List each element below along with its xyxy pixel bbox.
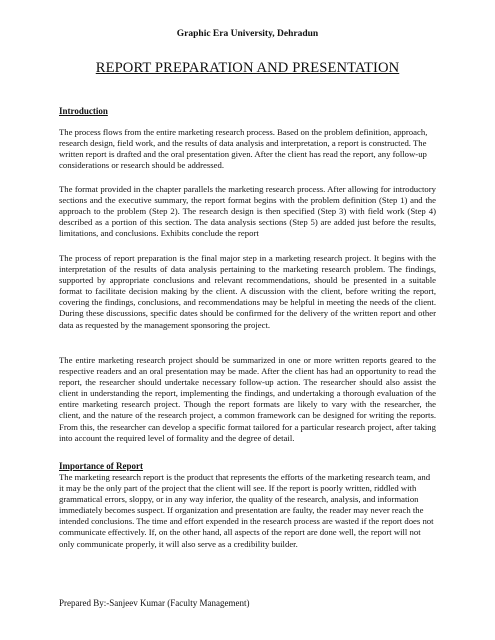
paragraph	[59, 355, 436, 444]
paragraph-text: The process of report preparation is the final major step in a marketing research project. It begins with the interpretation of the results of data analysis pertaining to the marketing research problem. The findings, supported by appropriate conclusions and relevant recommendations, should be presented in a suitable format to facilitate decision making by the client. A discussion with the client, before writing the report, covering the findings, conclusions, and recommendations may be helpful in meeting the needs of the client. During these discussions, specific dates should be confirmed for the delivery of the written report and other data as requested by the management sponsoring the project.	[59, 253, 436, 330]
paragraph	[59, 184, 436, 239]
paragraph-text: The format provided in the chapter parallels the marketing research process. After allowing for introductory sections and the executive summary, the report format begins with the problem definition (Step 1) and the approach to the problem (Step 2). The research design is then specified (Step 3) with field work (Step 4) described as a portion of this section. The data analysis sections (Step 5) are added just before the results, limitations, and conclusions. Exhibits conclude the report	[59, 184, 436, 239]
paragraph	[59, 253, 436, 331]
page-title: REPORT PREPARATION AND PRESENTATION	[95, 60, 400, 76]
paragraph-text: The marketing research report is the product that represents the efforts of the marketing research team, and it may be the only part of the project that the client will see. If the report is poorly written, riddled with grammatical errors, sloppy, or in any way inferior, the quality of the research, analysis, and information immediately becomes suspect. If organization and presentation are faulty, the reader may never reach the intended conclusions. The time and effort expended in the research process are wasted if the report does not communicate effectively. If, on the other hand, all aspects of the report are done well, the report will not only communicate properly, it will also serve as a credibility builder.	[59, 472, 434, 549]
paragraph-text: The process flows from the entire marketing research process. Based on the problem definition, approach, research design, field work, and the results of data analysis and interpretation, a report is constructed. The written report is drafted and the oral presentation given. After the client has read the report, any follow-up considerations or research should be addressed.	[59, 127, 428, 171]
page-footer: Prepared By:-Sanjeev Kumar (Faculty Management)	[59, 598, 250, 608]
section-heading: Importance of Report	[59, 461, 143, 471]
section-heading: Introduction	[59, 106, 108, 116]
paragraph	[59, 127, 436, 171]
section-introduction	[59, 106, 436, 117]
page-header: Graphic Era University, Dehradun	[176, 29, 319, 39]
paragraph-text: The entire marketing research project should be summarized in one or more written reports geared to the respective readers and an oral presentation may be made. After the client has had an opportunity to read the report, the researcher should undertake necessary follow-up action. The researcher should also assist the client in understanding the report, implementing the findings, and undertaking a thorough evaluation of the entire marketing research project. Though the report formats are likely to vary with the researcher, the client, and the nature of the research project, a common framework can be designed for writing the reports. From this, the researcher can develop a specific format tailored for a particular research project, after taking into account the required level of formality and the degree of detail.	[59, 355, 436, 443]
section-importance-of-report	[59, 461, 436, 550]
